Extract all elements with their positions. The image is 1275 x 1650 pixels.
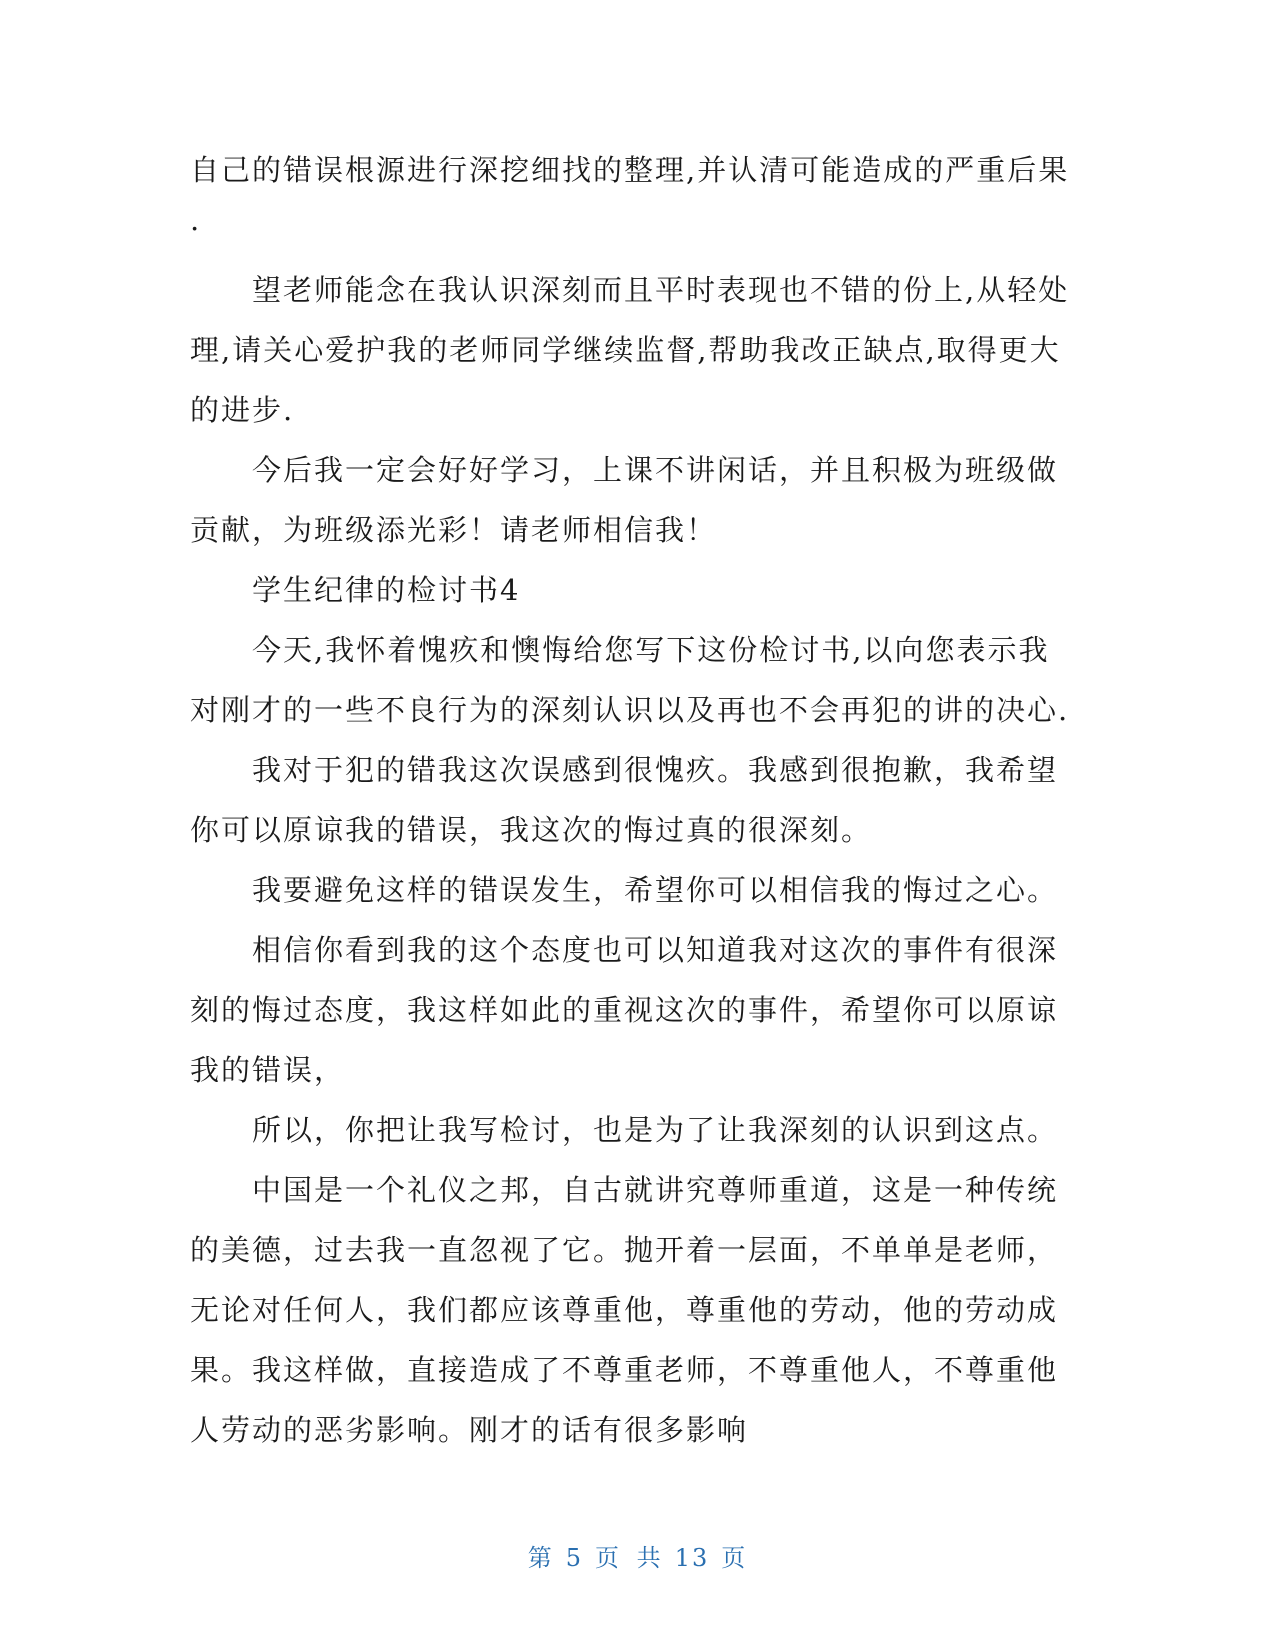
- text-line: 相信你看到我的这个态度也可以知道我对这次的事件有很深: [252, 933, 1059, 967]
- text-line: 人劳动的恶劣影响。刚才的话有很多影响: [190, 1413, 749, 1447]
- text-line: 中国是一个礼仪之邦，自古就讲究尊师重道，这是一种传统: [252, 1173, 1059, 1207]
- text-line: .: [190, 203, 202, 237]
- text-line: 我要避免这样的错误发生，希望你可以相信我的悔过之心。: [252, 873, 1059, 907]
- total-page-count: 13: [674, 1544, 710, 1572]
- text-line: 果。我这样做，直接造成了不尊重老师，不尊重他人，不尊重他: [190, 1353, 1059, 1387]
- text-line: 理,请关心爱护我的老师同学继续监督,帮助我改正缺点,取得更大: [190, 333, 1061, 367]
- text-line: 所以，你把让我写检讨，也是为了让我深刻的认识到这点。: [252, 1113, 1059, 1147]
- footer-suffix: 页: [721, 1544, 748, 1572]
- footer-prefix: 第: [527, 1544, 554, 1572]
- text-line: 无论对任何人，我们都应该尊重他，尊重他的劳动，他的劳动成: [190, 1293, 1059, 1327]
- footer-mid: 页 共: [595, 1544, 663, 1572]
- section-heading: 学生纪律的检讨书4: [252, 573, 521, 607]
- text-line: 对刚才的一些不良行为的深刻认识以及再也不会再犯的讲的决心.: [190, 693, 1070, 727]
- text-line: 今后我一定会好好学习，上课不讲闲话，并且积极为班级做: [252, 453, 1059, 487]
- text-line: 我的错误，: [190, 1053, 346, 1087]
- text-line: 的美德，过去我一直忽视了它。抛开着一层面，不单单是老师，: [190, 1233, 1059, 1267]
- text-line: 刻的悔过态度，我这样如此的重视这次的事件，希望你可以原谅: [190, 993, 1059, 1027]
- text-line: 贡献，为班级添光彩！请老师相信我！: [190, 513, 718, 547]
- text-line: 的进步.: [190, 393, 295, 427]
- text-line: 你可以原谅我的错误，我这次的悔过真的很深刻。: [190, 813, 873, 847]
- text-line: 今天,我怀着愧疚和懊悔给您写下这份检讨书,以向您表示我: [252, 633, 1050, 667]
- document-body: [190, 140, 1080, 1460]
- text-line: 望老师能念在我认识深刻而且平时表现也不错的份上,从轻处: [252, 273, 1070, 307]
- page-number-footer: [0, 1538, 1275, 1573]
- text-line: 自己的错误根源进行深挖细找的整理,并认清可能造成的严重后果: [190, 153, 1070, 187]
- text-line: 我对于犯的错我这次误感到很愧疚。我感到很抱歉，我希望: [252, 753, 1059, 787]
- current-page-number: 5: [565, 1544, 584, 1572]
